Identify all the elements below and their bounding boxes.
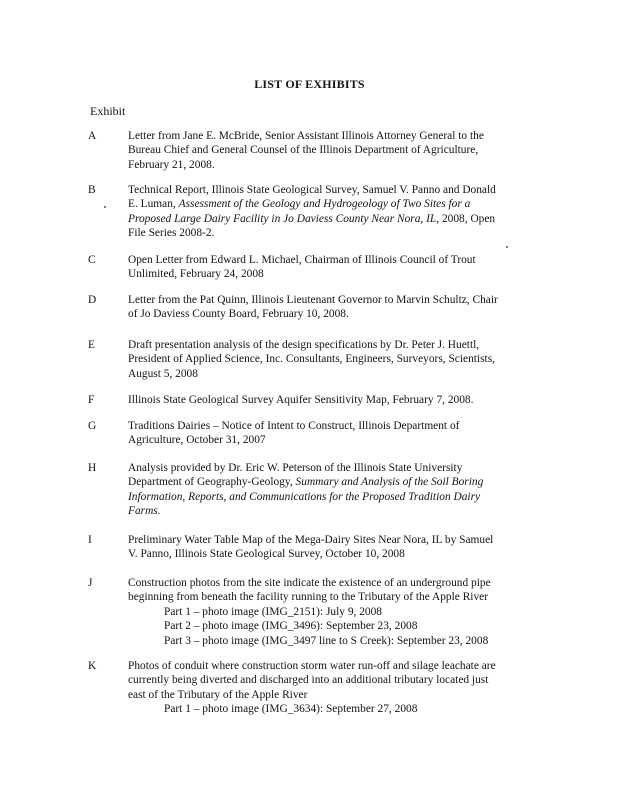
exhibit-letter: F bbox=[88, 394, 95, 406]
exhibit-entry-i bbox=[88, 533, 528, 562]
exhibit-description bbox=[128, 659, 528, 717]
text-line: east of the Tributary of the Apple River bbox=[128, 688, 308, 701]
exhibit-entry-b bbox=[88, 183, 528, 241]
exhibit-description bbox=[128, 533, 528, 562]
exhibit-description bbox=[128, 576, 528, 648]
exhibit-letter: A bbox=[88, 130, 97, 142]
text-line: Unlimited, February 24, 2008 bbox=[128, 268, 264, 281]
exhibit-entry-d bbox=[88, 293, 528, 322]
text-line: President of Applied Science, Inc. Consultants, Engineers, Surveyors, Scientists, bbox=[128, 353, 495, 366]
text-line: Draft presentation analysis of the design specifications by Dr. Peter J. Huettl, bbox=[128, 339, 480, 351]
text-line: February 21, 2008. bbox=[128, 158, 215, 171]
text-run: E. Luman, bbox=[128, 198, 179, 211]
photo-part-line: Part 2 – photo image (IMG_3496): September 23, 2008 bbox=[164, 620, 418, 633]
exhibit-description bbox=[128, 419, 528, 448]
exhibit-entry-k bbox=[88, 659, 528, 717]
photo-part-line: Part 3 – photo image (IMG_3497 line to S Creek): September 23, 2008 bbox=[164, 634, 489, 647]
exhibit-description bbox=[128, 129, 528, 172]
text-line: Letter from the Pat Quinn, Illinois Lieutenant Governor to Marvin Schultz, Chair bbox=[128, 294, 498, 306]
document-title: LIST OF EXHIBITS bbox=[254, 77, 365, 91]
exhibit-description bbox=[128, 393, 528, 407]
text-line: Letter from Jane E. McBride, Senior Assistant Illinois Attorney General to the bbox=[128, 130, 484, 142]
text-line: Construction photos from the site indicate the existence of an underground pipe bbox=[128, 577, 491, 589]
exhibit-entry-f bbox=[88, 393, 528, 407]
report-title-italic: Assessment of the Geology and Hydrogeology of Two Sites for a bbox=[178, 198, 471, 211]
text-line: Technical Report, Illinois State Geological Survey, Samuel V. Panno and Donald bbox=[128, 184, 496, 196]
exhibit-entry-c bbox=[88, 253, 528, 282]
text-line: beginning from beneath the facility running to the Tributary of the Apple River bbox=[128, 591, 488, 604]
exhibit-letter: J bbox=[88, 577, 93, 589]
exhibit-entry-a bbox=[88, 129, 528, 172]
text-run: , 2008, Open bbox=[436, 212, 496, 225]
text-line: Traditions Dairies – Notice of Intent to Construct, Illinois Department of bbox=[128, 420, 460, 432]
text-line: of Jo Daviess County Board, February 10, 2008. bbox=[128, 308, 349, 321]
report-title-italic: Proposed Large Dairy Facility in Jo Daviess County Near Nora, IL bbox=[128, 212, 437, 225]
text-line bbox=[128, 475, 528, 489]
report-title-italic: Farms. bbox=[128, 505, 161, 518]
text-line: Agriculture, October 31, 2007 bbox=[128, 434, 266, 447]
text-line bbox=[128, 212, 528, 226]
text-line bbox=[128, 197, 528, 211]
exhibit-column-header: Exhibit bbox=[90, 104, 126, 118]
exhibit-letter: D bbox=[88, 294, 97, 306]
text-line: Illinois State Geological Survey Aquifer Sensitivity Map, February 7, 2008. bbox=[128, 394, 474, 406]
exhibit-entry-h bbox=[88, 461, 528, 519]
exhibit-description bbox=[128, 293, 528, 322]
exhibit-letter: G bbox=[88, 420, 97, 432]
exhibit-description bbox=[128, 253, 528, 282]
exhibit-letter: E bbox=[88, 339, 95, 351]
text-line: Photos of conduit where construction storm water run-off and silage leachate are bbox=[128, 660, 496, 672]
exhibit-letter: C bbox=[88, 254, 96, 266]
exhibit-description bbox=[128, 338, 528, 381]
exhibit-letter: B bbox=[88, 184, 96, 196]
exhibit-description bbox=[128, 183, 528, 241]
text-line: currently being diverted and discharged into an additional tributary located just bbox=[128, 674, 489, 687]
exhibit-entry-g bbox=[88, 419, 528, 448]
text-line: V. Panno, Illinois State Geological Survey, October 10, 2008 bbox=[128, 548, 405, 561]
text-run: Department of Geography-Geology, bbox=[128, 476, 296, 489]
text-line: August 5, 2008 bbox=[128, 367, 198, 380]
photo-part-line: Part 1 – photo image (IMG_3634): September 27, 2008 bbox=[164, 703, 418, 716]
report-title-italic: Information, Reports, and Communications for the Proposed Tradition Dairy bbox=[128, 490, 481, 503]
text-line: Preliminary Water Table Map of the Mega-Dairy Sites Near Nora, IL by Samuel bbox=[128, 534, 494, 546]
scan-speck bbox=[506, 246, 508, 248]
exhibit-letter: K bbox=[88, 660, 97, 672]
exhibit-letter: H bbox=[88, 462, 97, 474]
text-line: Analysis provided by Dr. Eric W. Peterson of the Illinois State University bbox=[128, 462, 463, 474]
exhibit-entry-e bbox=[88, 338, 528, 381]
report-title-italic: Summary and Analysis of the Soil Boring bbox=[295, 476, 484, 489]
exhibit-description bbox=[128, 461, 528, 519]
text-line: Open Letter from Edward L. Michael, Chairman of Illinois Council of Trout bbox=[128, 254, 476, 266]
text-line: File Series 2008-2. bbox=[128, 227, 215, 240]
text-line: Bureau Chief and General Counsel of the Illinois Department of Agriculture, bbox=[128, 144, 479, 157]
scan-speck bbox=[104, 206, 106, 208]
photo-part-line: Part 1 – photo image (IMG_2151): July 9, 2008 bbox=[164, 605, 382, 618]
exhibit-entry-j bbox=[88, 576, 528, 648]
exhibit-letter: I bbox=[88, 534, 92, 546]
